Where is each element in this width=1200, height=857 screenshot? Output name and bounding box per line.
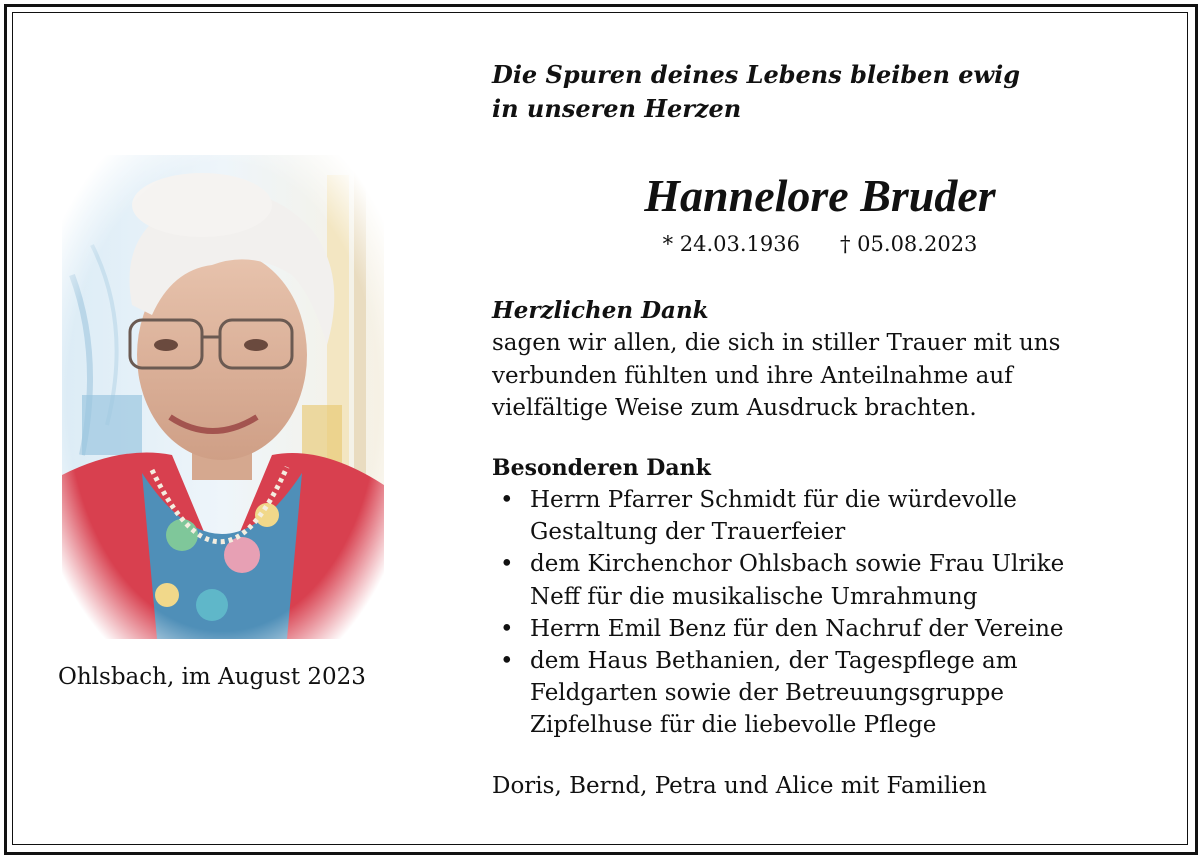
- thanks-text: [492, 327, 1152, 425]
- place-and-date: Ohlsbach, im August 2023: [58, 664, 366, 690]
- thanks-line: vielfältige Weise zum Ausdruck brachten.: [492, 395, 977, 421]
- thanks-line: verbunden fühlten und ihre Anteilnahme auf: [492, 362, 1013, 389]
- motto-line: in unseren Herzen: [492, 94, 742, 123]
- list-item-line: • dem Haus Bethanien, der Tagespflege am: [530, 648, 1018, 675]
- thanks-heading: Herzlichen Dank: [492, 297, 709, 324]
- list-item: [492, 484, 1172, 548]
- portrait-photo: [62, 155, 384, 639]
- list-item-line: Gestaltung der Trauerfeier: [530, 519, 846, 546]
- death-date: † 05.08.2023: [840, 232, 978, 256]
- list-item-line: Neff für die musikalische Umrahmung: [530, 583, 978, 610]
- motto-quote: [492, 58, 1142, 126]
- list-item-line: Zipfelhuse für die liebevolle Pflege: [530, 712, 937, 739]
- list-item-line: • Herrn Emil Benz für den Nachruf der Vereine: [530, 615, 1064, 642]
- life-dates: [540, 229, 1100, 259]
- list-item: [492, 645, 1172, 742]
- list-item: [492, 613, 1172, 645]
- list-item-line: • Herrn Pfarrer Schmidt für die würdevolle: [530, 487, 1017, 513]
- list-item-line: Feldgarten sowie der Betreuungsgruppe: [530, 680, 1004, 707]
- list-item: [492, 548, 1172, 612]
- birth-date: * 24.03.1936: [662, 232, 800, 256]
- special-thanks-heading: Besonderen Dank: [492, 455, 711, 481]
- signature: Doris, Bernd, Petra und Alice mit Familien: [492, 773, 987, 799]
- list-item-line: • dem Kirchenchor Ohlsbach sowie Frau Ulrike: [530, 551, 1065, 578]
- thanks-line: sagen wir allen, die sich in stiller Trauer mit uns: [492, 330, 1061, 356]
- special-thanks-list: [492, 484, 1172, 742]
- deceased-name: Hannelore Bruder: [644, 170, 996, 221]
- motto-line: Die Spuren deines Lebens bleiben ewig: [492, 60, 1021, 89]
